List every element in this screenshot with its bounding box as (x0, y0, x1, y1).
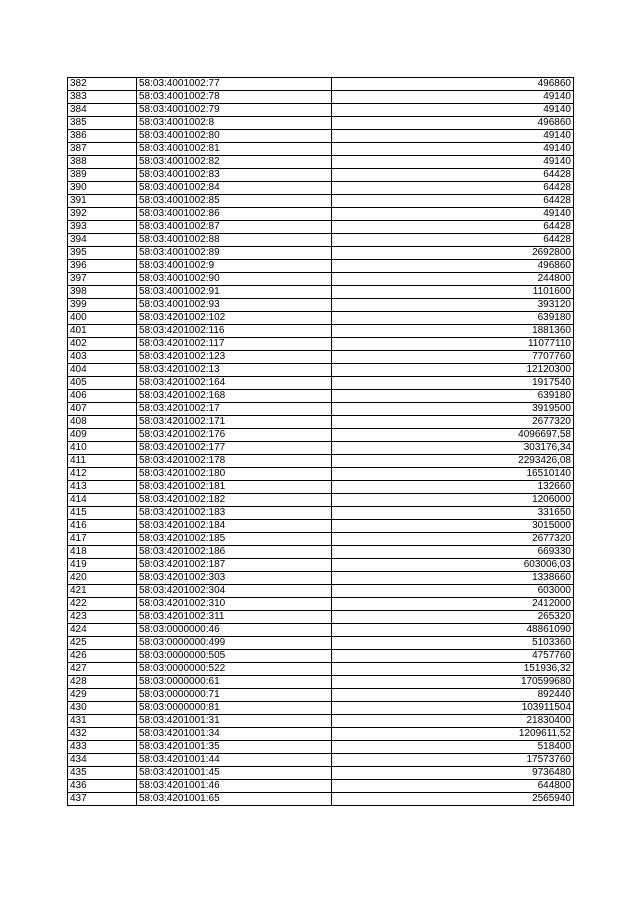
cadastral-number-cell: 58:03:4201001:31 (137, 715, 332, 728)
cadastral-number-cell: 58:03:4201001:46 (137, 780, 332, 793)
table-row (68, 247, 574, 260)
row-number-cell: 400 (68, 312, 137, 325)
row-number-cell: 389 (68, 169, 137, 182)
cadastral-number-cell: 58:03:4001002:82 (137, 156, 332, 169)
value-cell: 518400 (332, 741, 574, 754)
row-number-cell: 431 (68, 715, 137, 728)
row-number-cell: 419 (68, 559, 137, 572)
value-cell: 49140 (332, 143, 574, 156)
value-cell: 49140 (332, 208, 574, 221)
table-row (68, 611, 574, 624)
row-number-cell: 388 (68, 156, 137, 169)
row-number-cell: 404 (68, 364, 137, 377)
table-row (68, 156, 574, 169)
row-number-cell: 401 (68, 325, 137, 338)
row-number-cell: 384 (68, 104, 137, 117)
cadastral-number-cell: 58:03:4001002:90 (137, 273, 332, 286)
value-cell: 669330 (332, 546, 574, 559)
value-cell: 2293426,08 (332, 455, 574, 468)
value-cell: 644800 (332, 780, 574, 793)
cadastral-number-cell: 58:03:4001002:91 (137, 286, 332, 299)
row-number-cell: 394 (68, 234, 137, 247)
table-row (68, 390, 574, 403)
value-cell: 892440 (332, 689, 574, 702)
row-number-cell: 407 (68, 403, 137, 416)
value-cell: 393120 (332, 299, 574, 312)
table-row (68, 429, 574, 442)
row-number-cell: 408 (68, 416, 137, 429)
cadastral-number-cell: 58:03:4001002:83 (137, 169, 332, 182)
value-cell: 1101600 (332, 286, 574, 299)
value-cell: 3919500 (332, 403, 574, 416)
table-row (68, 533, 574, 546)
table-row (68, 572, 574, 585)
cadastral-number-cell: 58:03:4001002:88 (137, 234, 332, 247)
table-row (68, 598, 574, 611)
value-cell: 3015000 (332, 520, 574, 533)
cadastral-number-cell: 58:03:4001002:79 (137, 104, 332, 117)
value-cell: 12120300 (332, 364, 574, 377)
cadastral-number-cell: 58:03:4001002:78 (137, 91, 332, 104)
cadastral-number-cell: 58:03:4201002:180 (137, 468, 332, 481)
value-cell: 2677320 (332, 416, 574, 429)
cadastral-number-cell: 58:03:4201002:171 (137, 416, 332, 429)
row-number-cell: 398 (68, 286, 137, 299)
cadastral-number-cell: 58:03:0000000:71 (137, 689, 332, 702)
cadastral-number-cell: 58:03:4201002:177 (137, 442, 332, 455)
table-row (68, 234, 574, 247)
table-row (68, 169, 574, 182)
table-body (68, 78, 574, 806)
row-number-cell: 413 (68, 481, 137, 494)
table-row (68, 260, 574, 273)
table-row (68, 143, 574, 156)
row-number-cell: 387 (68, 143, 137, 156)
value-cell: 48861090 (332, 624, 574, 637)
row-number-cell: 434 (68, 754, 137, 767)
value-cell: 603006,03 (332, 559, 574, 572)
row-number-cell: 396 (68, 260, 137, 273)
value-cell: 4096697,58 (332, 429, 574, 442)
table-row (68, 507, 574, 520)
value-cell: 603000 (332, 585, 574, 598)
table-row (68, 325, 574, 338)
value-cell: 1338660 (332, 572, 574, 585)
row-number-cell: 424 (68, 624, 137, 637)
table-row (68, 546, 574, 559)
table-row (68, 520, 574, 533)
cadastral-number-cell: 58:03:4201002:168 (137, 390, 332, 403)
value-cell: 2565940 (332, 793, 574, 806)
table-row (68, 286, 574, 299)
cadastral-number-cell: 58:03:4201002:186 (137, 546, 332, 559)
row-number-cell: 415 (68, 507, 137, 520)
table-row (68, 78, 574, 91)
value-cell: 2692800 (332, 247, 574, 260)
table-row (68, 780, 574, 793)
table-row (68, 715, 574, 728)
value-cell: 64428 (332, 221, 574, 234)
cadastral-number-cell: 58:03:4201002:310 (137, 598, 332, 611)
table-row (68, 494, 574, 507)
table-row (68, 377, 574, 390)
row-number-cell: 427 (68, 663, 137, 676)
row-number-cell: 402 (68, 338, 137, 351)
table-row (68, 637, 574, 650)
table-row (68, 793, 574, 806)
row-number-cell: 423 (68, 611, 137, 624)
cadastral-number-cell: 58:03:4001002:77 (137, 78, 332, 91)
cadastral-number-cell: 58:03:0000000:505 (137, 650, 332, 663)
cadastral-number-cell: 58:03:4201002:311 (137, 611, 332, 624)
table-row (68, 351, 574, 364)
value-cell: 151936,32 (332, 663, 574, 676)
row-number-cell: 414 (68, 494, 137, 507)
value-cell: 639180 (332, 312, 574, 325)
row-number-cell: 386 (68, 130, 137, 143)
row-number-cell: 410 (68, 442, 137, 455)
cadastral-number-cell: 58:03:4001002:89 (137, 247, 332, 260)
row-number-cell: 406 (68, 390, 137, 403)
cadastral-number-cell: 58:03:0000000:81 (137, 702, 332, 715)
cadastral-number-cell: 58:03:4001002:86 (137, 208, 332, 221)
value-cell: 64428 (332, 195, 574, 208)
table-row (68, 559, 574, 572)
table-row (68, 130, 574, 143)
row-number-cell: 395 (68, 247, 137, 260)
row-number-cell: 435 (68, 767, 137, 780)
value-cell: 639180 (332, 390, 574, 403)
table-row (68, 273, 574, 286)
cadastral-number-cell: 58:03:0000000:46 (137, 624, 332, 637)
row-number-cell: 405 (68, 377, 137, 390)
cadastral-number-cell: 58:03:0000000:61 (137, 676, 332, 689)
value-cell: 1206000 (332, 494, 574, 507)
cadastral-number-cell: 58:03:4201001:34 (137, 728, 332, 741)
table-row (68, 754, 574, 767)
row-number-cell: 390 (68, 182, 137, 195)
value-cell: 496860 (332, 260, 574, 273)
row-number-cell: 412 (68, 468, 137, 481)
cadastral-number-cell: 58:03:4201002:117 (137, 338, 332, 351)
value-cell: 64428 (332, 234, 574, 247)
table-row (68, 650, 574, 663)
cadastral-number-cell: 58:03:4201002:303 (137, 572, 332, 585)
value-cell: 17573760 (332, 754, 574, 767)
table-row (68, 689, 574, 702)
table-row (68, 741, 574, 754)
table-row (68, 624, 574, 637)
value-cell: 5103360 (332, 637, 574, 650)
table-row (68, 338, 574, 351)
row-number-cell: 409 (68, 429, 137, 442)
value-cell: 21830400 (332, 715, 574, 728)
row-number-cell: 426 (68, 650, 137, 663)
cadastral-value-table (67, 77, 574, 806)
row-number-cell: 383 (68, 91, 137, 104)
value-cell: 49140 (332, 130, 574, 143)
row-number-cell: 392 (68, 208, 137, 221)
row-number-cell: 433 (68, 741, 137, 754)
value-cell: 2677320 (332, 533, 574, 546)
value-cell: 170599680 (332, 676, 574, 689)
cadastral-number-cell: 58:03:4001002:85 (137, 195, 332, 208)
value-cell: 496860 (332, 78, 574, 91)
table-row (68, 208, 574, 221)
cadastral-number-cell: 58:03:4001002:9 (137, 260, 332, 273)
value-cell: 496860 (332, 117, 574, 130)
value-cell: 64428 (332, 182, 574, 195)
row-number-cell: 422 (68, 598, 137, 611)
table-row (68, 299, 574, 312)
row-number-cell: 399 (68, 299, 137, 312)
cadastral-number-cell: 58:03:4201002:185 (137, 533, 332, 546)
cadastral-number-cell: 58:03:4001002:80 (137, 130, 332, 143)
cadastral-number-cell: 58:03:0000000:522 (137, 663, 332, 676)
row-number-cell: 393 (68, 221, 137, 234)
table-row (68, 663, 574, 676)
value-cell: 1917540 (332, 377, 574, 390)
table-row (68, 195, 574, 208)
cadastral-number-cell: 58:03:4201001:35 (137, 741, 332, 754)
cadastral-number-cell: 58:03:4201002:176 (137, 429, 332, 442)
value-cell: 49140 (332, 91, 574, 104)
row-number-cell: 429 (68, 689, 137, 702)
table-row (68, 468, 574, 481)
table-row (68, 455, 574, 468)
value-cell: 16510140 (332, 468, 574, 481)
value-cell: 1209611,52 (332, 728, 574, 741)
cadastral-number-cell: 58:03:4001002:81 (137, 143, 332, 156)
table-row (68, 182, 574, 195)
row-number-cell: 385 (68, 117, 137, 130)
cadastral-number-cell: 58:03:4001002:87 (137, 221, 332, 234)
cadastral-number-cell: 58:03:4001002:93 (137, 299, 332, 312)
value-cell: 49140 (332, 156, 574, 169)
row-number-cell: 428 (68, 676, 137, 689)
value-cell: 103911504 (332, 702, 574, 715)
cadastral-number-cell: 58:03:4201001:65 (137, 793, 332, 806)
cadastral-number-cell: 58:03:4201002:178 (137, 455, 332, 468)
row-number-cell: 418 (68, 546, 137, 559)
table-row (68, 117, 574, 130)
value-cell: 49140 (332, 104, 574, 117)
value-cell: 9736480 (332, 767, 574, 780)
value-cell: 2412000 (332, 598, 574, 611)
cadastral-number-cell: 58:03:4201002:13 (137, 364, 332, 377)
cadastral-number-cell: 58:03:4201002:102 (137, 312, 332, 325)
table-row (68, 364, 574, 377)
row-number-cell: 411 (68, 455, 137, 468)
value-cell: 132660 (332, 481, 574, 494)
row-number-cell: 391 (68, 195, 137, 208)
table-row (68, 221, 574, 234)
cadastral-number-cell: 58:03:4201002:184 (137, 520, 332, 533)
row-number-cell: 425 (68, 637, 137, 650)
cadastral-number-cell: 58:03:4201002:181 (137, 481, 332, 494)
value-cell: 244800 (332, 273, 574, 286)
table-row (68, 481, 574, 494)
value-cell: 265320 (332, 611, 574, 624)
cadastral-number-cell: 58:03:4201002:123 (137, 351, 332, 364)
row-number-cell: 416 (68, 520, 137, 533)
row-number-cell: 432 (68, 728, 137, 741)
table-row (68, 442, 574, 455)
cadastral-number-cell: 58:03:4201002:183 (137, 507, 332, 520)
row-number-cell: 421 (68, 585, 137, 598)
table-row (68, 312, 574, 325)
cadastral-number-cell: 58:03:4001002:8 (137, 117, 332, 130)
table-row (68, 416, 574, 429)
table-row (68, 728, 574, 741)
cadastral-number-cell: 58:03:4201002:187 (137, 559, 332, 572)
table-row (68, 676, 574, 689)
value-cell: 4757760 (332, 650, 574, 663)
cadastral-number-cell: 58:03:4201001:45 (137, 767, 332, 780)
table-row (68, 403, 574, 416)
row-number-cell: 430 (68, 702, 137, 715)
cadastral-number-cell: 58:03:4201002:116 (137, 325, 332, 338)
cadastral-number-cell: 58:03:4201002:304 (137, 585, 332, 598)
cadastral-number-cell: 58:03:4201002:17 (137, 403, 332, 416)
row-number-cell: 397 (68, 273, 137, 286)
table-row (68, 702, 574, 715)
row-number-cell: 403 (68, 351, 137, 364)
value-cell: 331650 (332, 507, 574, 520)
value-cell: 303176,34 (332, 442, 574, 455)
value-cell: 7707760 (332, 351, 574, 364)
cadastral-number-cell: 58:03:0000000:499 (137, 637, 332, 650)
value-cell: 11077110 (332, 338, 574, 351)
table-row (68, 91, 574, 104)
table-row (68, 104, 574, 117)
cadastral-number-cell: 58:03:4201002:164 (137, 377, 332, 390)
row-number-cell: 420 (68, 572, 137, 585)
table-row (68, 585, 574, 598)
row-number-cell: 417 (68, 533, 137, 546)
row-number-cell: 437 (68, 793, 137, 806)
cadastral-number-cell: 58:03:4001002:84 (137, 182, 332, 195)
value-cell: 1881360 (332, 325, 574, 338)
row-number-cell: 382 (68, 78, 137, 91)
cadastral-number-cell: 58:03:4201002:182 (137, 494, 332, 507)
value-cell: 64428 (332, 169, 574, 182)
table-row (68, 767, 574, 780)
row-number-cell: 436 (68, 780, 137, 793)
cadastral-number-cell: 58:03:4201001:44 (137, 754, 332, 767)
